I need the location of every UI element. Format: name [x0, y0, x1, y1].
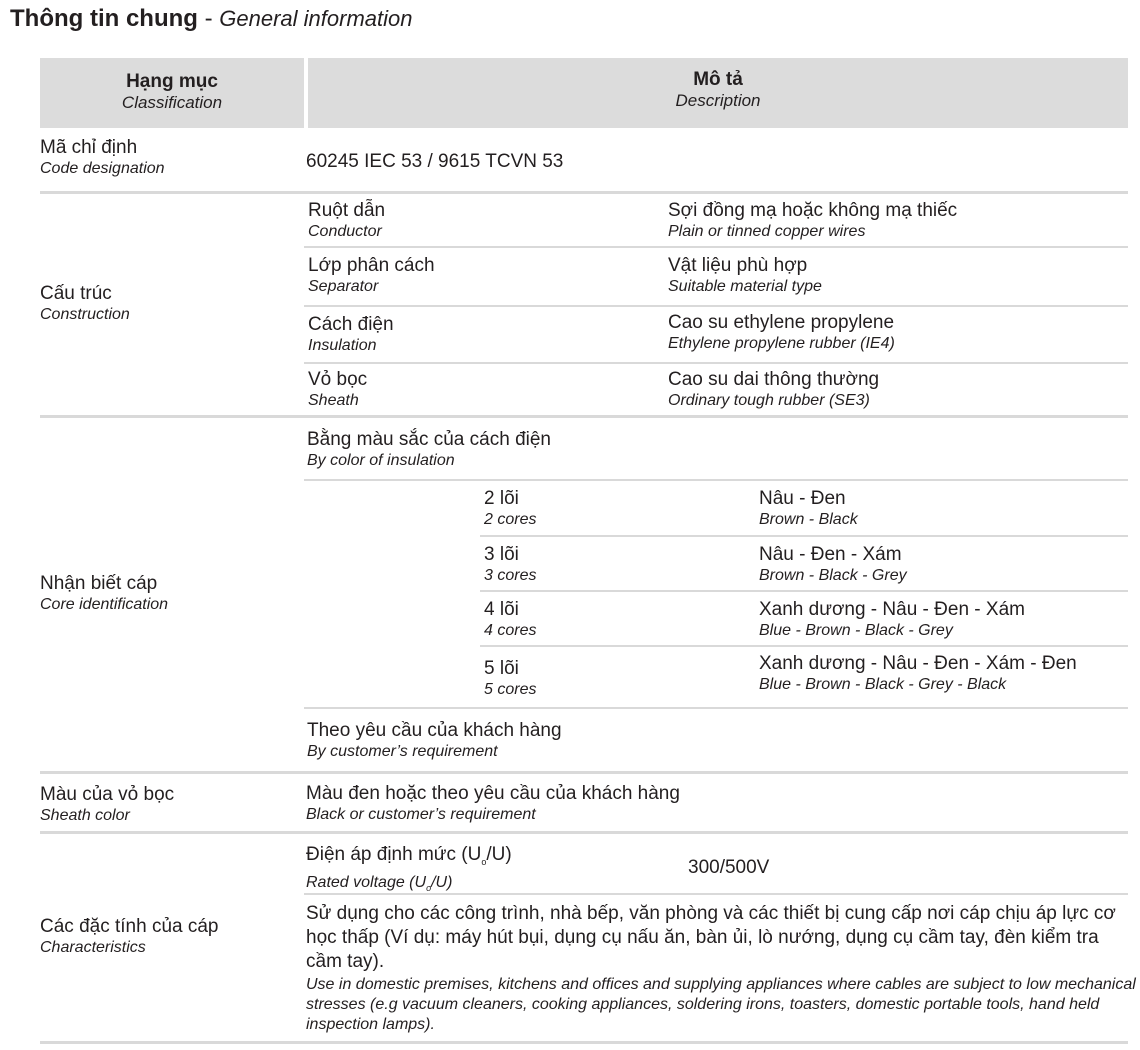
- page-title: [10, 4, 413, 34]
- core-colors-en: Blue - Brown - Black - Grey: [759, 622, 953, 639]
- title-en: General information: [219, 6, 413, 31]
- core-colors-vn: Xanh dương - Nâu - Đen - Xám: [759, 599, 1025, 620]
- core-colors: [759, 653, 1077, 694]
- core-count-vn: 2 lõi: [484, 488, 519, 509]
- divider: [40, 1041, 1128, 1044]
- material-en: Ordinary tough rubber (SE3): [668, 392, 870, 409]
- rated-voltage-label: [306, 844, 512, 898]
- construction-label-vn: Cấu trúc: [40, 283, 112, 304]
- core-count-vn: 5 lõi: [484, 658, 519, 679]
- core-count-vn: 3 lõi: [484, 544, 519, 565]
- rated-voltage-en: Rated voltage $(U_o/U)$: [306, 873, 453, 893]
- core-count: [484, 544, 536, 585]
- usage-description: [306, 902, 1136, 1035]
- core-colors: [759, 488, 858, 529]
- title-dash: -: [197, 5, 220, 32]
- construction-label-en: Construction: [40, 306, 130, 323]
- header-description-vn: Mô tả: [693, 69, 743, 90]
- divider: [40, 831, 1128, 834]
- core-colors: [759, 599, 1025, 640]
- row-divider: [480, 645, 1128, 647]
- row-divider: [304, 305, 1128, 307]
- sheath-color-label: [40, 784, 174, 825]
- identification-intro: [307, 429, 551, 470]
- custom-en: By customer’s requirement: [307, 743, 498, 760]
- material-vn: Sợi đồng mạ hoặc không mạ thiếc: [668, 200, 958, 221]
- row-divider: [304, 246, 1128, 248]
- component-en: Conductor: [308, 223, 382, 240]
- code-label: [40, 137, 165, 178]
- core-colors-vn: Xanh dương - Nâu - Đen - Xám - Đen: [759, 653, 1077, 674]
- sheath-color-value: [306, 783, 680, 824]
- characteristics-label: [40, 916, 219, 957]
- material-vn: Cao su dai thông thường: [668, 369, 880, 390]
- divider: [40, 191, 1128, 194]
- construction-value: [668, 312, 895, 353]
- header-description-en: Description: [675, 91, 761, 110]
- construction-value: [668, 369, 879, 410]
- row-divider: [480, 535, 1128, 537]
- intro-en: By color of insulation: [307, 452, 455, 469]
- header-classification-vn: Hạng mục: [126, 71, 218, 92]
- row-divider: [304, 707, 1128, 709]
- row-divider: [304, 479, 1128, 481]
- component-vn: Cách điện: [308, 314, 394, 335]
- rated-voltage-vn: Điện áp định mức $(U_o/U)$: [306, 844, 512, 867]
- code-label-vn: Mã chỉ định: [40, 137, 138, 158]
- row-divider: [304, 893, 1128, 895]
- header-classification-en: Classification: [121, 93, 223, 112]
- sheath-color-vn: Màu đen hoặc theo yêu cầu của khách hàng: [306, 783, 680, 804]
- material-vn: Cao su ethylene propylene: [668, 312, 895, 333]
- divider: [40, 415, 1128, 418]
- construction-value: [668, 200, 957, 241]
- core-colors-en: Blue - Brown - Black - Grey - Black: [759, 676, 1007, 693]
- divider: [40, 771, 1128, 774]
- core-colors-en: Brown - Black - Grey: [759, 567, 907, 584]
- construction-row: [308, 314, 394, 355]
- material-en: Suitable material type: [668, 278, 822, 295]
- usage-vn: Sử dụng cho các công trình, nhà bếp, văn phòng và các thiết bị cung cấp nơi cáp chịu áp lực cơ học thấp (Ví dụ: máy hút bụi, dụng cụ nấu ăn, bàn ủi, lò nướng, dụng cụ cầm tay, đèn kiểm tra cầm tay).: [306, 903, 1116, 972]
- characteristics-label-vn: Các đặc tính của cáp: [40, 916, 219, 937]
- code-label-en: Code designation: [40, 160, 165, 177]
- component-en: Sheath: [308, 392, 359, 409]
- component-vn: Ruột dẫn: [308, 200, 386, 221]
- core-colors-vn: Nâu - Đen - Xám: [759, 544, 902, 565]
- row-divider: [304, 362, 1128, 364]
- custom-vn: Theo yêu cầu của khách hàng: [307, 720, 562, 741]
- core-count-en: 5 cores: [484, 681, 537, 698]
- core-colors-en: Brown - Black: [759, 511, 858, 528]
- construction-row: [308, 369, 367, 410]
- construction-label: [40, 283, 130, 324]
- component-en: Separator: [308, 278, 379, 295]
- rated-voltage-value: 300/500V: [688, 857, 770, 878]
- material-en: Plain or tinned copper wires: [668, 223, 866, 240]
- sheath-color-label-vn: Màu của vỏ bọc: [40, 784, 175, 805]
- component-vn: Lớp phân cách: [308, 255, 435, 276]
- construction-row: [308, 255, 435, 296]
- core-count-en: 4 cores: [484, 622, 537, 639]
- title-vn: Thông tin chung: [10, 5, 198, 32]
- identification-custom: [307, 720, 562, 761]
- usage-en: Use in domestic premises, kitchens and offices and supplying appliances where cables are subject to low mechanical stresses (e.g vacuum cleaners, cooking appliances, soldering irons, toasters, domestic portable tools, hand held inspection lamps).: [306, 976, 1136, 1033]
- component-en: Insulation: [308, 337, 377, 354]
- construction-value: [668, 255, 822, 296]
- header-description: [308, 58, 1128, 128]
- core-count-en: 2 cores: [484, 511, 537, 528]
- core-count: [484, 658, 536, 699]
- header-classification: [40, 58, 304, 128]
- core-count: [484, 488, 536, 529]
- construction-row: [308, 200, 385, 241]
- row-divider: [480, 590, 1128, 592]
- characteristics-label-en: Characteristics: [40, 939, 146, 956]
- code-value: 60245 IEC 53 / 9615 TCVN 53: [306, 151, 564, 172]
- core-colors-vn: Nâu - Đen: [759, 488, 846, 509]
- core-colors: [759, 544, 907, 585]
- core-count-vn: 4 lõi: [484, 599, 519, 620]
- component-vn: Vỏ bọc: [308, 369, 368, 390]
- material-vn: Vật liệu phù hợp: [668, 255, 808, 276]
- core-count: [484, 599, 536, 640]
- sheath-color-en: Black or customer’s requirement: [306, 806, 536, 823]
- sheath-color-label-en: Sheath color: [40, 807, 130, 824]
- identification-label-vn: Nhận biết cáp: [40, 573, 158, 594]
- material-en: Ethylene propylene rubber (IE4): [668, 335, 895, 352]
- core-count-en: 3 cores: [484, 567, 537, 584]
- identification-label-en: Core identification: [40, 596, 169, 613]
- intro-vn: Bằng màu sắc của cách điện: [307, 429, 551, 450]
- identification-label: [40, 573, 168, 614]
